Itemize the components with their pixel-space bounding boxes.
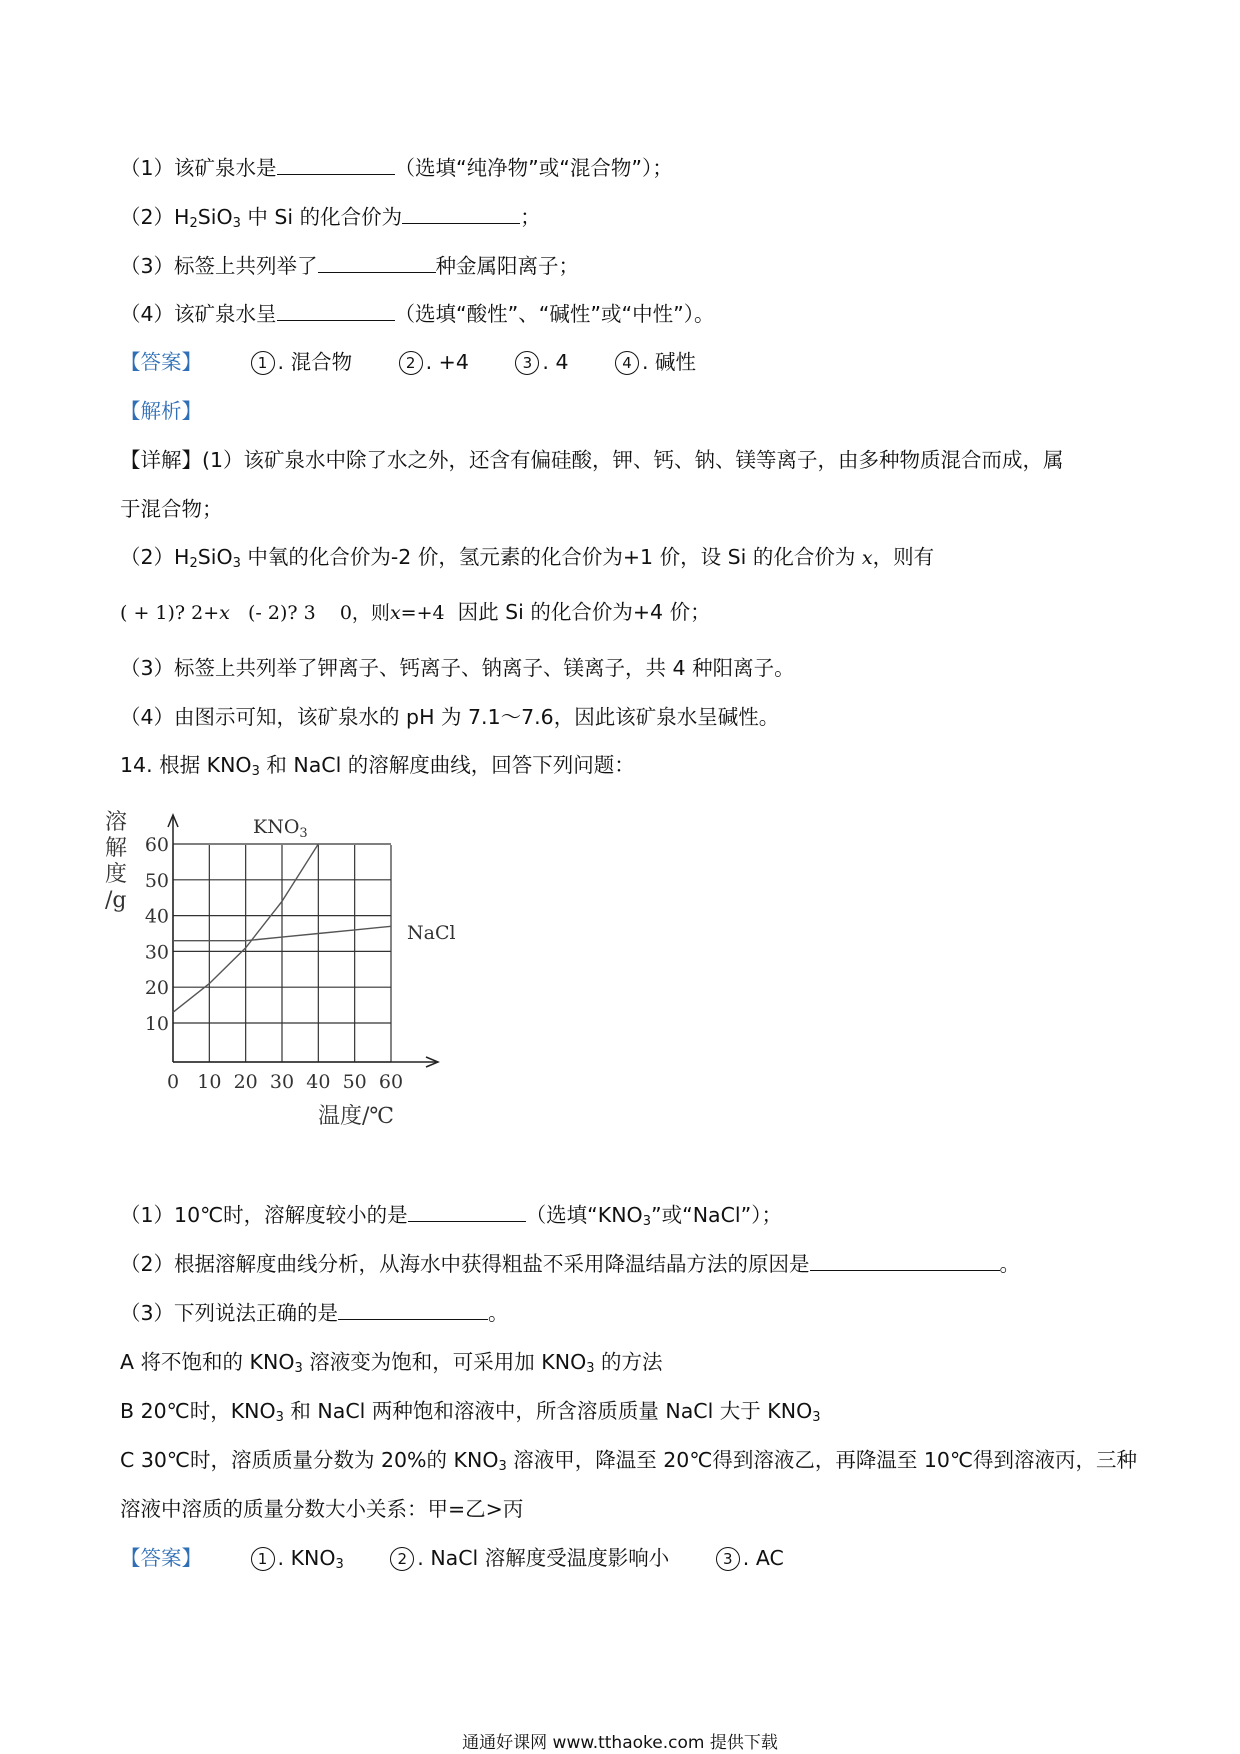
y-axis-label-part: 溶	[105, 810, 128, 835]
y-axis-label-part: 解	[105, 836, 128, 861]
x-axis-label: 温度/℃	[318, 1104, 395, 1129]
footer-watermark: 通通好课网 www.tthaoke.com 提供下载	[462, 1733, 778, 1753]
y-tick-label: 10	[144, 1013, 169, 1035]
option-c-line2: 溶液中溶质的质量分数大小关系：甲=乙>丙	[120, 1497, 524, 1521]
x-tick-label: 10	[197, 1071, 222, 1093]
y-tick-label: 20	[144, 977, 169, 1000]
chart-grid	[173, 844, 391, 1062]
q13-sub1: （1）该矿泉水是 （选填“纯净物”或“混合物”）；	[120, 156, 673, 180]
answer-blank-5[interactable]	[408, 1201, 526, 1222]
y-axis-label-part: /g	[105, 888, 127, 913]
y-tick-labels	[145, 834, 169, 1035]
answer-blank-2[interactable]	[402, 203, 520, 224]
answer-item: 2 . +4	[399, 347, 469, 377]
x-tick-label: 20	[233, 1071, 258, 1093]
detail-line-2: 于混合物；	[120, 497, 223, 521]
y-axis-label-part: 度	[105, 862, 128, 887]
q14-stem: 14. 根据 $KNO_3$ 和 NaCl 的溶解度曲线，回答下列问题：	[120, 753, 635, 779]
q14-sub1: （1）10℃时，溶解度较小的是 （选填“$KNO_3$”或“NaCl”）；	[120, 1203, 783, 1229]
y-axis-label	[105, 810, 127, 913]
x-tick-labels	[167, 1071, 403, 1093]
equation-line: ( + 1)? 2+x (- 2)? 3 0，则x=+4 因此 Si 的化合价为+4 价；	[120, 600, 711, 624]
answer-blank-7[interactable]	[338, 1299, 488, 1320]
q13-answer-row	[120, 347, 736, 377]
detail-line-1: 【详解】(1）该矿泉水中除了水之外，还含有偏硅酸，钾、钙、钠、镁等离子，由多种物质混合而成，属	[120, 448, 1064, 472]
answer-blank-4[interactable]	[277, 300, 395, 321]
q14-sub2: （2）根据溶解度曲线分析，从海水中获得粗盐不采用降温结晶方法的原因是 。	[120, 1252, 1021, 1276]
series-label-subscript: 3	[299, 826, 308, 841]
x-tick-label: 40	[306, 1071, 331, 1093]
answer-item: 1 . 混合物	[251, 347, 353, 377]
answer-item: 2 . NaCl 溶解度受温度影响小	[390, 1543, 669, 1573]
answer-blank-1[interactable]	[277, 154, 395, 175]
answer-blank-6[interactable]	[810, 1250, 1000, 1271]
q13-sub3: （3）标签上共列举了 种金属阳离子；	[120, 254, 580, 278]
answer-blank-3[interactable]	[318, 252, 436, 273]
chart-series	[173, 816, 456, 1012]
analysis-tag: 【解析】	[120, 399, 202, 423]
solubility-chart	[105, 805, 465, 1135]
y-tick-label: 30	[144, 941, 169, 964]
x-tick-label: 50	[342, 1071, 367, 1093]
detail-line-5: （3）标签上共列举了钾离子、钙离子、钠离子、镁离子，共 4 种阳离子。	[120, 656, 795, 680]
answer-item: 1 . $KNO_3$	[251, 1543, 344, 1573]
q14-answer-row	[120, 1543, 824, 1573]
q14-sub3: （3）下列说法正确的是 。	[120, 1301, 509, 1325]
x-tick-label: 0	[166, 1071, 180, 1093]
x-tick-label: 60	[378, 1071, 404, 1093]
answer-item: 3 . 4	[515, 347, 568, 377]
series-label-kno3: $KNO_3$	[253, 816, 308, 841]
y-tick-label: 50	[144, 869, 169, 892]
answer-item: 4 . 碱性	[615, 347, 696, 377]
q13-sub2: $(2)H_2SiO_3$ 中 Si 的化合价为 ；	[120, 205, 541, 231]
answer-tag: 【答案】	[120, 350, 202, 374]
option-a: A 将不饱和的 $KNO_3$ 溶液变为饱和，可采用加 $KNO_3$ 的方法	[120, 1350, 663, 1376]
series-label-nacl: NaCl	[407, 922, 456, 944]
x-tick-label: 30	[269, 1071, 295, 1093]
detail-line-6: （4）由图示可知，该矿泉水的 pH 为 7.1～7.6，因此该矿泉水呈碱性。	[120, 705, 780, 729]
answer-item: 3 . AC	[716, 1543, 784, 1573]
answer-tag: 【答案】	[120, 1546, 202, 1570]
option-b: B 20℃时，$KNO_3$ 和 NaCl 两种饱和溶液中，所含溶质质量 NaCl 大于 $KNO_3$	[120, 1399, 821, 1425]
detail-line-3: $(2)H_2SiO_3$ 中氧的化合价为-2 价，氢元素的化合价为+1 价，设 Si 的化合价为 x，则有	[120, 545, 935, 571]
y-tick-label: 60	[144, 834, 169, 856]
y-tick-label: 40	[144, 905, 169, 928]
q13-sub4: （4）该矿泉水呈 （选填“酸性”、“碱性”或“中性”）。	[120, 302, 715, 326]
option-c: C 30℃时，溶质质量分数为 20%的 $KNO_3$ 溶液甲，降温至 20℃得到溶液乙，再降温至 10℃得到溶液丙，三种	[120, 1448, 1137, 1474]
